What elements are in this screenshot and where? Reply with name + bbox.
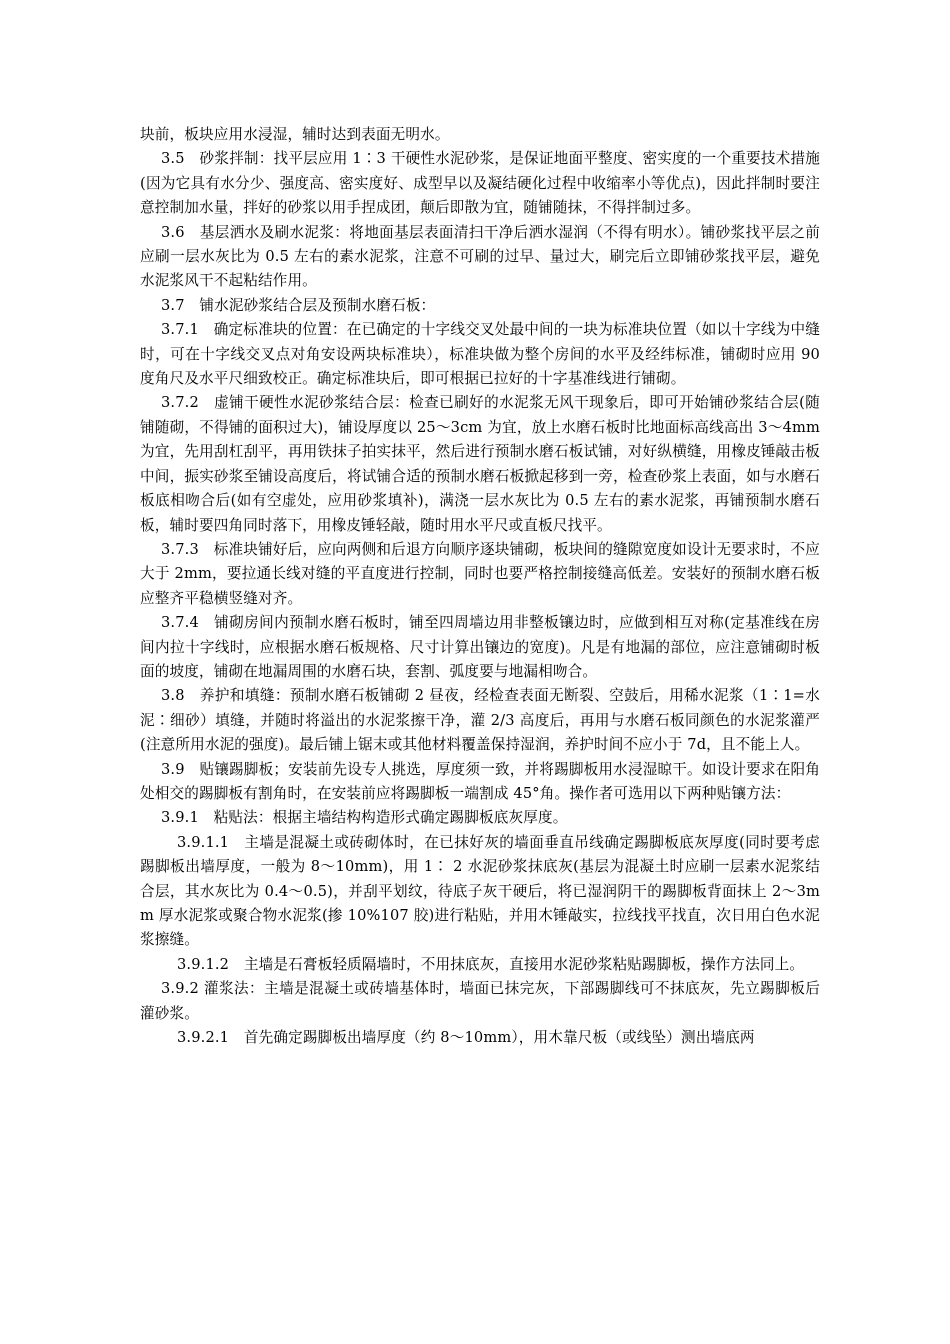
paragraph-3-8: 3.8 养护和填缝：预制水磨石板铺砌 2 昼夜，经检查表面无断裂、空鼓后，用稀水泥浆（1∶1=水泥∶细砂）填缝，并随时将溢出的水泥浆擦干净，灌 2/3 高度后，再用与水磨石板同颜色的水泥浆灌严(注意所用水泥的强度)。最后铺上锯末或其他材料覆盖保持湿润，养护时间不应小于 7d，且不能上人。 [140,687,820,754]
paragraph-3-7: 3.7 铺水泥砂浆结合层及预制水磨石板： [161,296,436,314]
paragraph-3-7-3: 3.7.3 标准块铺好后，应向两侧和后退方向顺序逐块铺砌，板块间的缝隙宽度如设计无要求时，不应大于 2mm，要拉通长线对缝的平直度进行控制，同时也要严格控制接缝高低差。安装好的预制水磨石板应整齐平稳横竖缝对齐。 [140,540,820,607]
paragraph-3-7-4: 3.7.4 铺砌房间内预制水磨石板时，铺至四周墙边用非整板镶边时，应做到相互对称(定基准线在房间内拉十字线时，应根据水磨石板规格、尺寸计算出镶边的宽度)。凡是有地漏的部位，应注意铺砌时板面的坡度，铺砌在地漏周围的水磨石块，套割、弧度要与地漏相吻合。 [140,614,820,680]
paragraph-3-9: 3.9 贴镶踢脚板；安装前先设专人挑选，厚度须一致，并将踢脚板用水浸湿晾干。如设计要求在阳角处相交的踢脚板有割角时，在安装前应将踢脚板一端割成 45°角。操作者可选用以下两种贴镶方法： [140,760,820,802]
document-body [140,123,820,1050]
paragraph-3-9-2-1: 3.9.2.1 首先确定踢脚板出墙厚度（约 8～10mm），用木靠尺板（或线坠）测出墙底两 [177,1029,755,1047]
paragraph-3-9-1: 3.9.1 粘贴法：根据主墙结构构造形式确定踢脚板底灰厚度。 [161,809,568,827]
paragraph-3-7-1: 3.7.1 确定标准块的位置：在已确定的十字线交叉处最中间的一块为标准块位置（如以十字线为中缝时，可在十字线交叉点对角安设两块标准块），标准块做为整个房间的水平及经纬标准，铺砌时应用 90 度角尺及水平尺细致校正。确定标准块后，即可根据已拉好的十字基准线进行铺砌。 [140,321,820,388]
paragraph-3-9-1-2: 3.9.1.2 主墙是石膏板轻质隔墙时，不用抹底灰，直接用水泥砂浆粘贴踢脚板，操作方法同上。 [177,955,805,973]
paragraph-3-6: 3.6 基层洒水及刷水泥浆：将地面基层表面清扫干净后洒水湿润（不得有明水）。铺砂浆找平层之前应刷一层水灰比为 0.5 左右的素水泥浆，注意不可刷的过早、量过大，刷完后立即铺砂浆找平层，避免水泥浆风干不起粘结作用。 [140,223,820,290]
paragraph-continuation: 块前，板块应用水浸湿，辅时达到表面无明水。 [140,126,450,143]
paragraph-3-5: 3.5 砂浆拌制：找平层应用 1∶3 干硬性水泥砂浆，是保证地面平整度、密实度的一个重要技术措施(因为它具有水分少、强度高、密实度好、成型早以及凝结硬化过程中收缩率小等优点)，因此拌制时要注意控制加水量，拌好的砂浆以用手捏成团，颠后即散为宜，随铺随抹，不得拌制过多。 [140,150,820,217]
paragraph-3-9-2: 3.9.2 灌浆法：主墙是混凝土或砖墙基体时，墙面已抹完灰，下部踢脚线可不抹底灰，先立踢脚板后灌砂浆。 [140,980,820,1022]
paragraph-3-9-1-1: 3.9.1.1 主墙是混凝土或砖砌体时，在已抹好灰的墙面垂直吊线确定踢脚板底灰厚度(同时要考虑踢脚板出墙厚度，一般为 8～10mm)，用 1∶ 2 水泥砂浆抹底灰(基层为混凝土时应刷一层素水泥浆结合层，其水灰比为 0.4～0.5)，并刮平划纹，待底子灰干硬后，将已湿润阴干的踢脚板背面抹上 2～3mm 厚水泥浆或聚合物水泥浆(掺 10%107 胶)进行粘贴，并用木锤敲实，拉线找平找直，次日用白色水泥浆擦缝。 [140,833,820,949]
paragraph-3-7-2: 3.7.2 虚铺干硬性水泥砂浆结合层：检查已刷好的水泥浆无风干现象后，即可开始铺砂浆结合层(随铺随砌，不得铺的面积过大)，铺设厚度以 25～3cm 为宜，放上水磨石板时比地面标高线高出 3～4mm 为宜，先用刮杠刮平，再用铁抹子拍实抹平，然后进行预制水磨石板试铺，对好纵横缝，用橡皮锤敲击板中间，振实砂浆至铺设高度后，将试铺合适的预制水磨石板掀起移到一旁，检查砂浆上表面，如与水磨石板底相吻合后(如有空虚处，应用砂浆填补)，满浇一层水灰比为 0.5 左右的素水泥浆，再铺预制水磨石板，辅时要四角同时落下，用橡皮锤轻敲，随时用水平尺或直板尺找平。 [140,394,820,534]
